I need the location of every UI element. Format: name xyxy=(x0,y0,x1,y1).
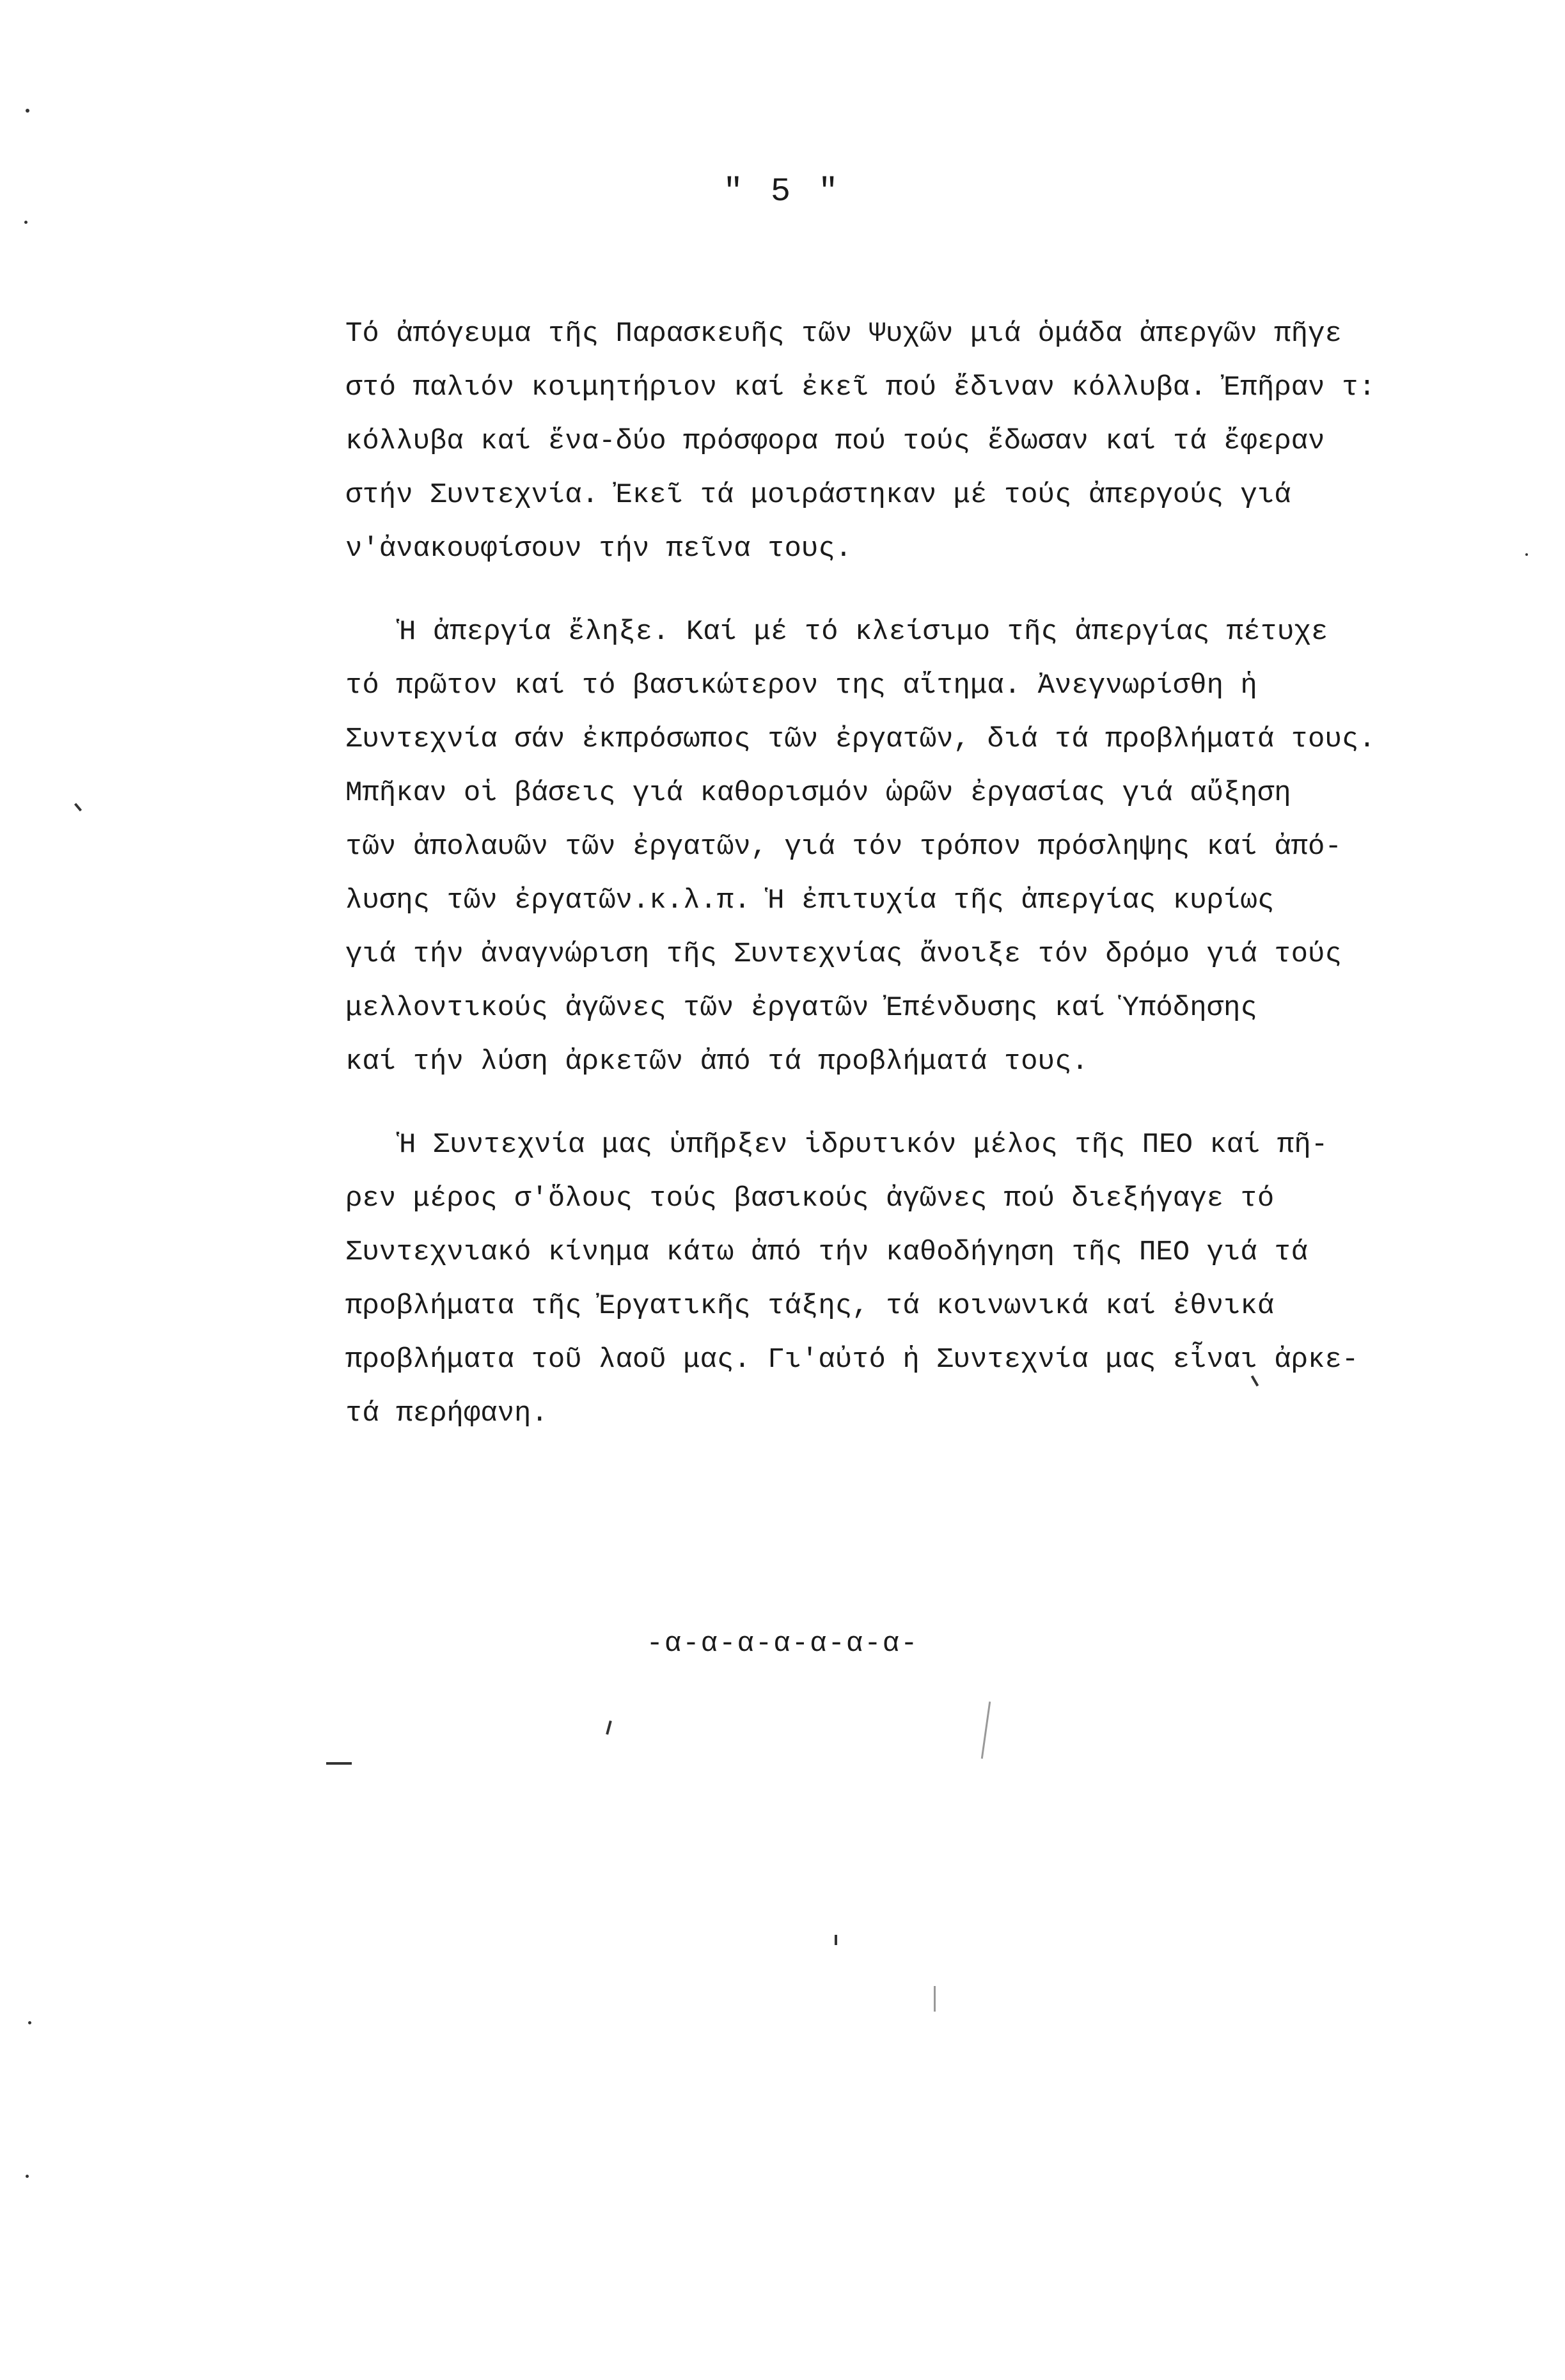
text-line: τά περήφανη. xyxy=(345,1398,548,1430)
end-divider: -α-α-α-α-α-α-α- xyxy=(646,1628,919,1660)
text-line: Συντεχνία σάν ἐκπρόσωπος τῶν ἐργατῶν, διά τά προβλήματά τους. xyxy=(345,723,1376,755)
page-number: " 5 " xyxy=(723,173,842,210)
scan-speck xyxy=(981,1701,991,1759)
text-line: Ἡ ἀπεργία ἔληξε. Καί μέ τό κλείσιμο τῆς ἀπεργίας πέτυχε xyxy=(399,616,1328,648)
text-line: Συντεχνιακό κίνημα κάτω ἀπό τήν καθοδήγηση τῆς ΠΕΟ γιά τά xyxy=(345,1236,1309,1268)
text-line: Μπῆκαν οἱ βάσεις γιά καθορισμόν ὡρῶν ἐργασίας γιά αὔξηση xyxy=(345,777,1291,809)
scan-speck xyxy=(74,803,82,811)
text-line: καί τήν λύση ἀρκετῶν ἀπό τά προβλήματά τους. xyxy=(345,1046,1089,1078)
scan-speck xyxy=(1525,553,1528,556)
scan-speck xyxy=(24,221,28,224)
scan-speck xyxy=(934,1986,936,2012)
text-line: γιά τήν ἀναγνώριση τῆς Συντεχνίας ἄνοιξε τόν δρόμο γιά τούς xyxy=(345,938,1342,970)
scan-speck xyxy=(28,2021,31,2024)
text-line: στό παλιόν κοιμητήριον καί ἐκεῖ πού ἔδιναν κόλλυβα. Ἐπῆραν τ: xyxy=(345,372,1376,404)
text-line: Τό ἀπόγευμα τῆς Παρασκευῆς τῶν Ψυχῶν μιά ὁμάδα ἀπεργῶν πῆγε xyxy=(345,318,1342,350)
scan-speck xyxy=(26,109,29,113)
paragraph-2 xyxy=(345,605,1565,1089)
text-line: λυσης τῶν ἐργατῶν.κ.λ.π. Ἡ ἐπιτυχία τῆς ἀπεργίας κυρίως xyxy=(345,885,1275,917)
text-line: Ἡ Συντεχνία μας ὑπῆρξεν ἱδρυτικόν μέλος τῆς ΠΕΟ καί πῆ- xyxy=(399,1129,1328,1161)
body-text xyxy=(345,307,1565,1440)
paragraph-3 xyxy=(345,1118,1565,1440)
paragraph-1 xyxy=(345,307,1565,576)
scan-speck xyxy=(835,1935,837,1945)
scan-speck xyxy=(26,2175,29,2178)
scan-speck xyxy=(326,1762,352,1765)
text-line: μελλοντικούς ἀγῶνες τῶν ἐργατῶν Ἐπένδυσης καί Ὑπόδησης xyxy=(345,992,1257,1024)
text-line: τό πρῶτον καί τό βασικώτερον της αἴτημα. Ἀνεγνωρίσθη ἡ xyxy=(345,670,1257,702)
text-line: ν'ἀνακουφίσουν τήν πεῖνα τους. xyxy=(345,533,853,565)
text-line: στήν Συντεχνία. Ἐκεῖ τά μοιράστηκαν μέ τούς ἀπεργούς γιά xyxy=(345,479,1291,511)
text-line: προβλήματα τοῦ λαοῦ μας. Γι'αὐτό ἡ Συντεχνία μας εἶναι ἀρκε- xyxy=(345,1344,1359,1376)
text-line: τῶν ἀπολαυῶν τῶν ἐργατῶν, γιά τόν τρόπον πρόσληψης καί ἀπό- xyxy=(345,831,1342,863)
text-line: προβλήματα τῆς Ἐργατικῆς τάξης, τά κοινωνικά καί ἐθνικά xyxy=(345,1290,1275,1322)
text-line: κόλλυβα καί ἕνα-δύο πρόσφορα πού τούς ἔδωσαν καί τά ἔφεραν xyxy=(345,425,1325,457)
scan-speck xyxy=(606,1721,612,1735)
text-line: ρεν μέρος σ'ὅλους τούς βασικούς ἀγῶνες πού διεξήγαγε τό xyxy=(345,1183,1275,1215)
